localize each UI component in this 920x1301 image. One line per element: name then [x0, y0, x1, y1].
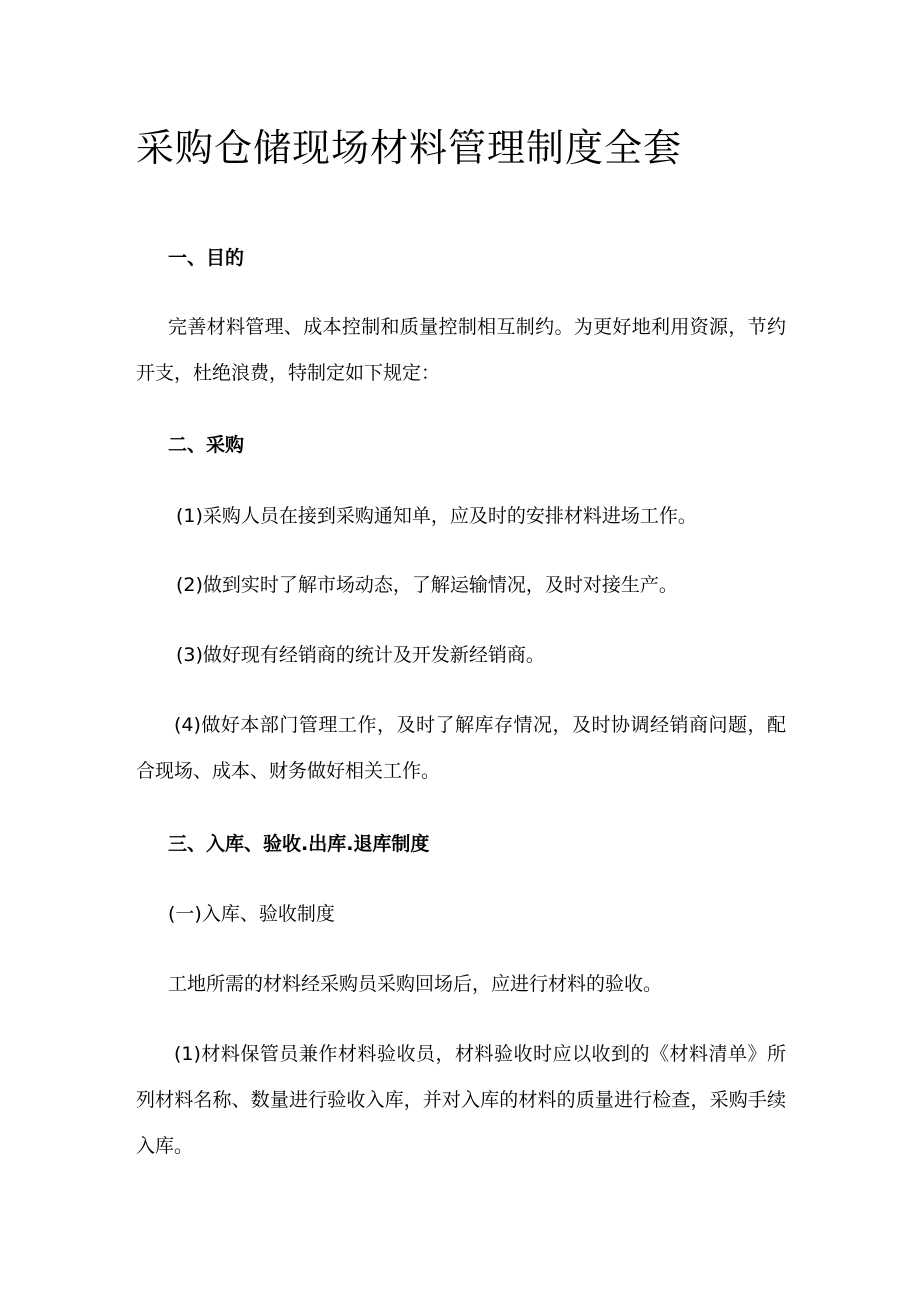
section-heading-procurement: 二、采购	[168, 434, 245, 456]
document-title: 采购仓储现场材料管理制度全套	[136, 126, 683, 170]
procurement-item-4: (4)做好本部门管理工作，及时了解库存情况，及时协调经销商问题，配合现场、成本、财务做好相关工作。	[136, 714, 786, 782]
subsection-heading-inbound: (一)入库、验收制度	[168, 903, 335, 925]
procurement-item-1: (1)采购人员在接到采购通知单，应及时的安排材料进场工作。	[176, 505, 697, 527]
inbound-item-1: (1)材料保管员兼作材料验收员，材料验收时应以收到的《材料清单》所列材料名称、数量进行验收入库，并对入库的材料的质量进行检查，采购手续入库。	[136, 1043, 786, 1157]
procurement-item-2: (2)做到实时了解市场动态，了解运输情况，及时对接生产。	[176, 574, 678, 596]
purpose-paragraph: 完善材料管理、成本控制和质量控制相互制约。为更好地利用资源，节约开支，杜绝浪费，特制定如下规定：	[136, 316, 786, 384]
section-heading-purpose: 一、目的	[168, 247, 245, 269]
section-heading-warehouse: 三、入库、验收.出库.退库制度	[168, 833, 430, 855]
inbound-intro: 工地所需的材料经采购员采购回场后，应进行材料的验收。	[168, 973, 663, 995]
procurement-item-3: (3)做好现有经销商的统计及开发新经销商。	[176, 644, 545, 666]
